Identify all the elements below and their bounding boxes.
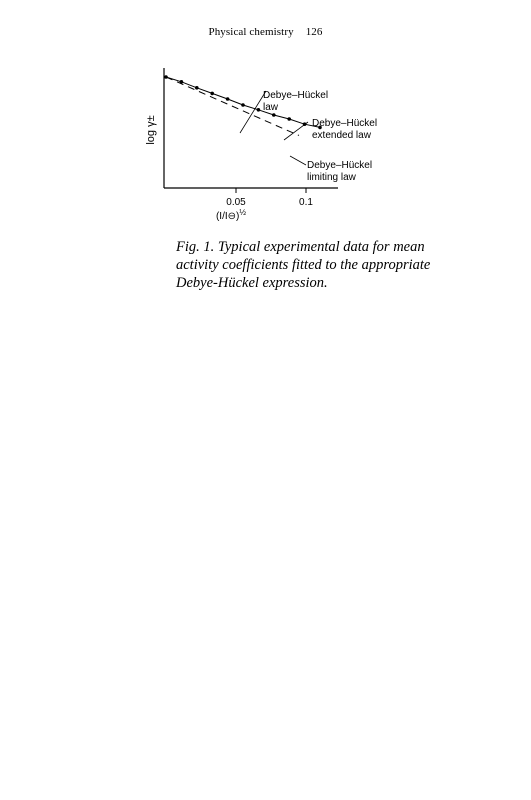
figure-caption: Fig. 1. Typical experimental data for mean activity coefficients fitted to the appropriate Debye-Hückel expression. <box>176 239 431 291</box>
limiting-law-line <box>166 77 299 135</box>
annotation-label: Debye–Hückel <box>312 118 378 129</box>
running-head <box>0 26 531 38</box>
running-head-title: Physical chemistry <box>208 26 294 38</box>
annotation-label: extended law <box>312 130 371 141</box>
x-tick-label: 0.1 <box>299 197 313 208</box>
y-axis-label: log γ± <box>145 115 157 145</box>
annotation-label: Debye–Hückel <box>263 90 329 101</box>
page-number: 126 <box>305 26 323 38</box>
extended-law-line <box>166 77 320 127</box>
annotation-label: Debye–Hückel <box>307 160 373 171</box>
debye-huckel-figure <box>130 58 378 253</box>
x-axis-label: (I/I⊖)$^{\frac{1}{2}}$ <box>215 208 247 222</box>
annotation-leader <box>290 156 306 165</box>
annotation-label: law <box>263 102 279 113</box>
x-tick-label: 0.05 <box>226 197 246 208</box>
annotation-label: limiting law <box>307 172 356 183</box>
